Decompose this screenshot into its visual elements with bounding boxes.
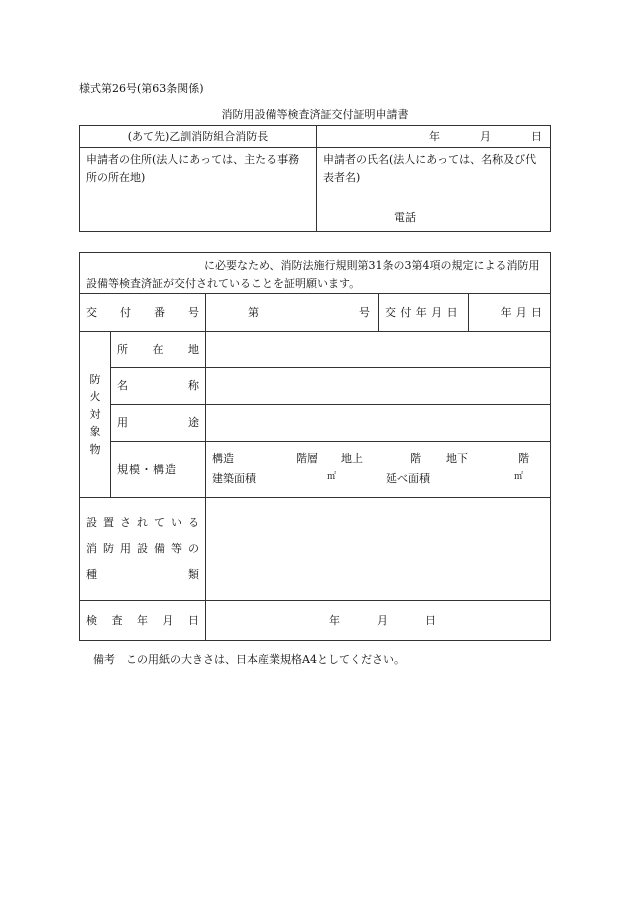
above-floor-unit: 階 — [410, 451, 421, 465]
building-area-unit: ㎡ — [327, 471, 337, 482]
issue-go: 号 — [359, 305, 370, 319]
name-label-cell: 名 称 — [111, 368, 206, 405]
equipment-value-cell[interactable] — [206, 498, 551, 601]
total-floor-area-unit: ㎡ — [514, 471, 524, 482]
date-year: 年 — [429, 129, 440, 143]
form-number: 様式第26号(第63条関係) — [79, 82, 204, 95]
applicant-name-label: 申請者の氏名(法人にあっては、名称及び代表者名) — [323, 153, 537, 184]
above-ground-label: 地上 — [341, 451, 363, 465]
floors-label: 階層 — [296, 451, 318, 465]
below-floor-unit: 階 — [518, 451, 529, 465]
applicant-name-cell[interactable] — [317, 148, 551, 232]
certificate-table — [79, 252, 551, 641]
inspection-month: 月 — [377, 613, 388, 627]
location-value-cell[interactable] — [206, 332, 551, 368]
equipment-label-cell: 設 置 さ れ て い る 消 防 用 設 備 等 の 種 類 — [80, 498, 206, 601]
issue-date-label-cell: 交 付 年 月 日 — [379, 294, 469, 332]
issue-number-label-cell: 交 付 番 号 — [80, 294, 206, 332]
phone-label: 電話 — [394, 211, 416, 225]
scale-value-cell[interactable] — [206, 442, 551, 498]
inspection-date-label-cell: 検 査 年 月 日 — [80, 601, 206, 641]
name-value-cell[interactable] — [206, 368, 551, 405]
applicant-table — [79, 125, 551, 232]
issue-day: 日 — [530, 305, 542, 319]
total-floor-area-label: 延べ面積 — [386, 471, 430, 485]
fire-object-group-label: 防 火 対 象 物 — [80, 332, 111, 498]
date-day: 日 — [531, 129, 542, 143]
issue-month: 月 — [515, 305, 527, 319]
inspection-date-cell[interactable] — [206, 601, 551, 641]
issue-year: 年 — [500, 305, 512, 319]
issue-date-cell[interactable] — [468, 294, 550, 332]
date-month: 月 — [480, 129, 491, 143]
document-title: 消防用設備等検査済証交付証明申請書 — [221, 108, 409, 121]
addressee-cell — [80, 126, 317, 148]
issue-number-cell[interactable] — [206, 294, 379, 332]
use-label-cell: 用 途 — [111, 405, 206, 442]
below-ground-label: 地下 — [446, 451, 468, 465]
building-area-label: 建築面積 — [212, 471, 256, 485]
inspection-day: 日 — [425, 613, 436, 627]
scale-structure-label: 規模・構造 — [117, 462, 177, 476]
use-value-cell[interactable] — [206, 405, 551, 442]
inspection-year: 年 — [329, 613, 340, 627]
structure-label: 構造 — [212, 451, 234, 465]
request-text: に必要なため、消防法施行規則第31条の3第4項の規定による消防用設備等検査済証が交付されていることを証明願います。 — [86, 259, 540, 290]
addressee: (あて先)乙訓消防組合消防長 — [127, 129, 269, 143]
issue-dai: 第 — [248, 305, 259, 319]
application-date-cell[interactable] — [317, 126, 551, 148]
location-label-cell: 所 在 地 — [111, 332, 206, 368]
applicant-address-cell[interactable] — [80, 148, 317, 232]
applicant-address-label: 申請者の住所(法人にあっては、主たる事務所の所在地) — [86, 153, 300, 184]
scale-label-cell — [111, 442, 206, 498]
request-cell[interactable] — [80, 253, 551, 294]
remarks-note: 備考 この用紙の大きさは、日本産業規格A4としてください。 — [93, 653, 405, 666]
